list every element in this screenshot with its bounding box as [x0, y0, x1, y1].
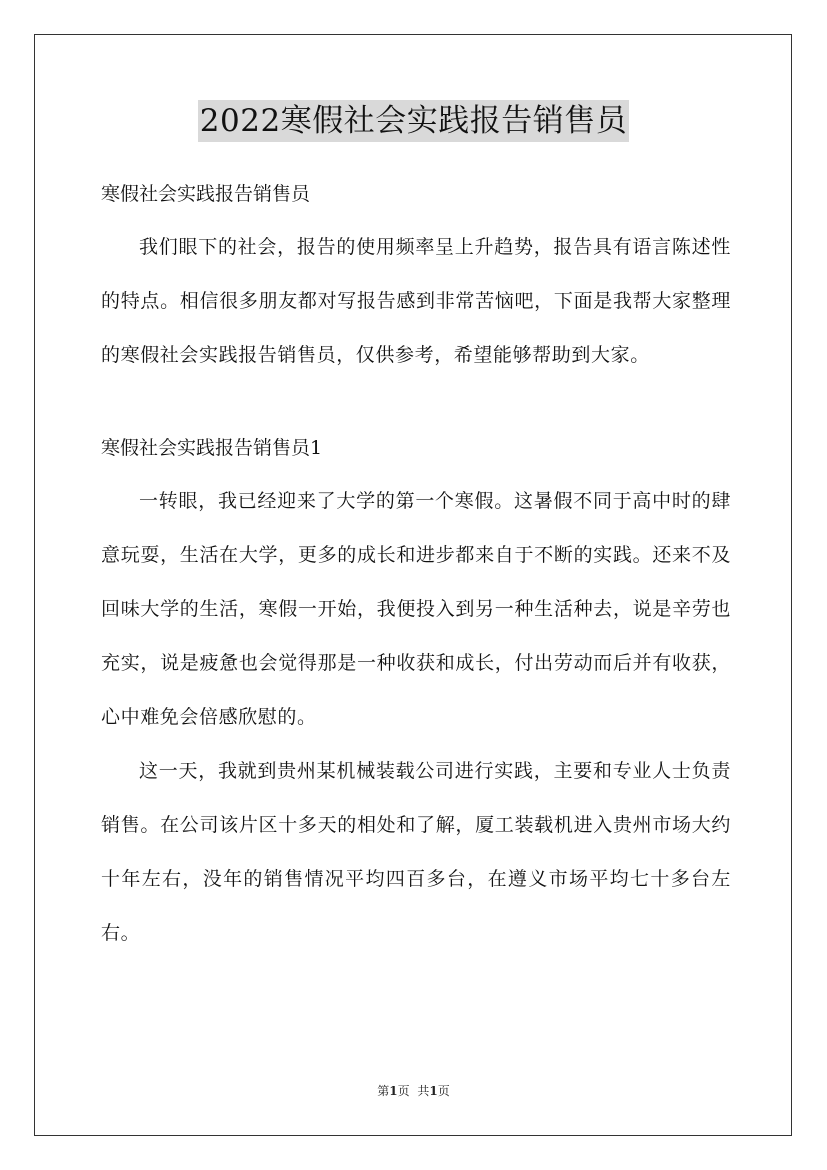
page-suffix: 页	[397, 1084, 410, 1098]
body-paragraph: 一转眼，我已经迎来了大学的第一个寒假。这暑假不同于高中时的肆意玩耍，生活在大学，更多的成长和进步都来自于不断的实践。还来不及回味大学的生活，寒假一开始，我便投入到另一种生活种去，说是辛劳也充实，说是疲惫也会觉得那是一种收获和成长，付出劳动而后并有收获，心中难免会倍感欣慰的。	[101, 490, 731, 728]
page-prefix: 第	[377, 1084, 390, 1098]
document-title: 2022寒假社会实践报告销售员	[198, 100, 629, 142]
title-container	[0, 100, 827, 142]
total-pages: 1	[429, 1084, 438, 1098]
intro-paragraph: 我们眼下的社会，报告的使用频率呈上升趋势，报告具有语言陈述性的特点。相信很多朋友都对写报告感到非常苦恼吧，下面是我帮大家整理的寒假社会实践报告销售员，仅供参考，希望能够帮助到大家。	[101, 236, 731, 366]
section-heading-1: 寒假社会实践报告销售员1	[101, 437, 323, 459]
total-prefix: 共	[417, 1084, 430, 1098]
body-paragraph: 这一天，我就到贵州某机械装载公司进行实践，主要和专业人士负责销售。在公司该片区十多天的相处和了解，厦工装载机进入贵州市场大约十年左右，没年的销售情况平均四百多台，在遵义市场平均七十多台左右。	[101, 760, 731, 944]
page-footer	[0, 1082, 827, 1099]
total-suffix: 页	[437, 1084, 450, 1098]
spacer	[101, 382, 731, 422]
page-number: 1	[389, 1084, 398, 1098]
section-heading: 寒假社会实践报告销售员	[101, 183, 311, 205]
document-body	[101, 168, 731, 960]
